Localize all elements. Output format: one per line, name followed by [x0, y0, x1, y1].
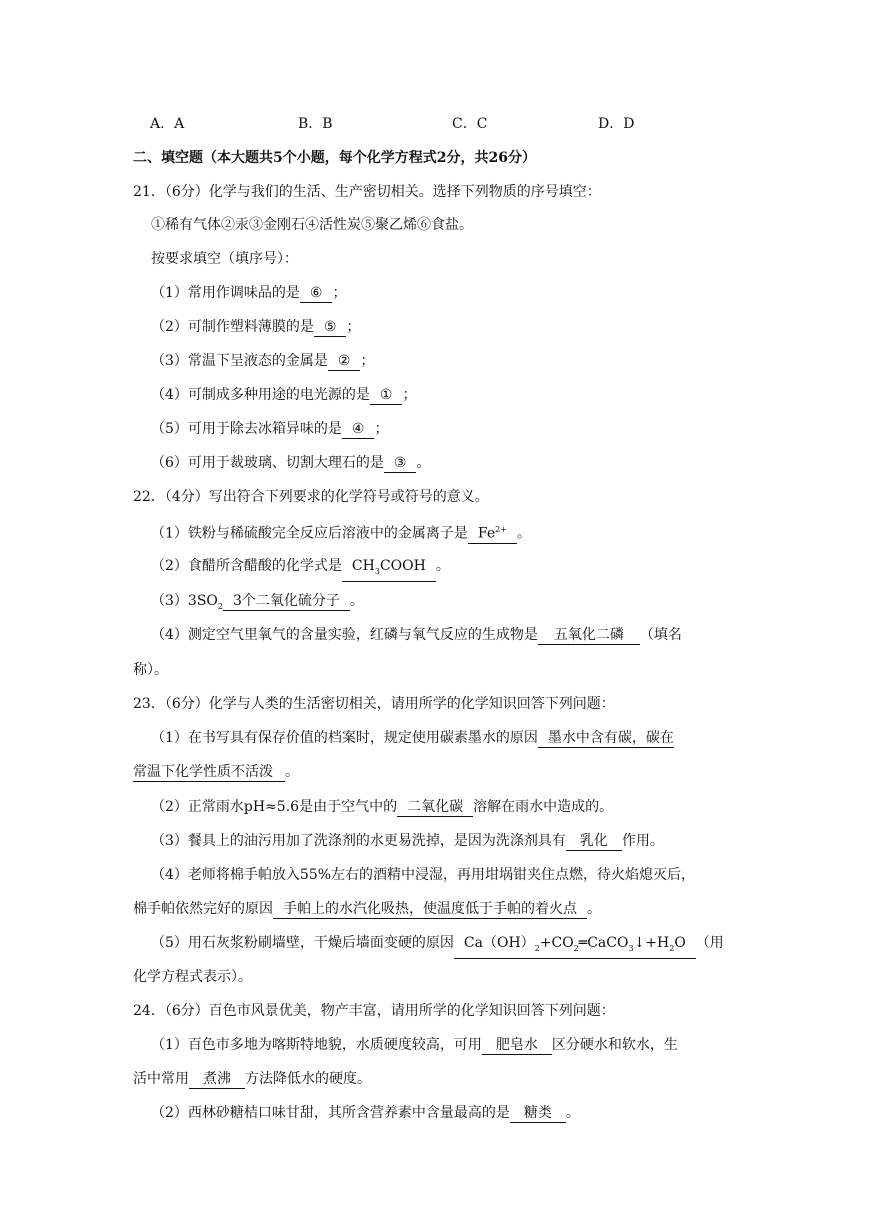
q21-item-2: （2）可制作塑料薄膜的是 ⑤ ； [151, 319, 361, 335]
answer-blank: ⑤ [314, 318, 347, 337]
q22-item-1: （1）铁粉与稀硫酸完全反应后溶液中的金属离子是 $Fe^{2+}$ 。 [151, 521, 531, 544]
q21-item-1: （1）常用作调味品的是 ⑥ ； [151, 285, 347, 301]
q21-item-4: （4）可制成多种用途的电光源的是 ① ； [151, 387, 417, 403]
option-a: A．A [150, 116, 185, 132]
q23-item-5-cont: 化学方程式表示）。 [133, 969, 252, 985]
answer-blank: ① [370, 386, 403, 405]
answer-blank: ⑥ [300, 284, 333, 303]
q24-item-1: （1）百色市多地为喀斯特地貌，水质硬度较高，可用 肥皂水 区分硬水和软水，生 [151, 1037, 678, 1053]
answer-blank: 手帕上的水汽化吸热，使温度低于手帕的着火点 [273, 900, 587, 919]
answer-blank: 常温下化学性质不活泼 [133, 763, 285, 782]
answer-blank: $CH_3COOH$ [342, 557, 436, 582]
answer-blank: 二氧化碳 [397, 798, 473, 817]
q22-item-2: （2）食醋所含醋酸的化学式是 $CH_3COOH$ 。 [151, 556, 450, 582]
answer-blank: ③ [384, 454, 417, 473]
q23-item-1: （1）在书写具有保存价值的档案时，规定使用碳素墨水的原因 墨水中含有碳，碳在 [151, 730, 674, 746]
q23-stem: 23．（6分）化学与人类的生活密切相关，请用所学的化学知识回答下列问题： [133, 696, 615, 712]
q24-item-1-cont: 活中常用 煮沸 方法降低水的硬度。 [133, 1071, 371, 1087]
q21-stem: 21．（6分）化学与我们的生活、生产密切相关。选择下列物质的序号填空： [133, 184, 601, 200]
answer-blank: $Fe^{2+}$ [468, 521, 517, 544]
q22-item-4: （4）测定空气里氧气的含量实验，红磷与氧气反应的生成物是 五氧化二磷 （填名 [151, 627, 682, 643]
answer-blank: ④ [342, 420, 375, 439]
q23-item-1-cont: 常温下化学性质不活泼 。 [133, 764, 299, 780]
option-d: D．D [598, 116, 635, 132]
q21-instruction: 按要求填空（填序号）： [151, 251, 298, 267]
q23-item-2: （2）正常雨水pH≈5.6是由于空气中的 二氧化碳 溶解在雨水中造成的。 [151, 799, 614, 815]
answer-blank: 3个二氧化硫分子 [223, 592, 350, 611]
q21-substances: ①稀有气体②汞③金刚石④活性炭⑤聚乙烯⑥食盐。 [151, 217, 473, 233]
q23-item-4: （4）老师将棉手帕放入55%左右的酒精中浸湿，再用坩埚钳夹住点燃，待火焰熄灭后， [151, 867, 696, 883]
q23-item-4-cont: 棉手帕依然完好的原因 手帕上的水汽化吸热，使温度低于手帕的着火点 。 [133, 901, 601, 917]
q21-item-6: （6）可用于裁玻璃、切割大理石的是 ③ 。 [151, 455, 431, 471]
option-c: C．C [452, 116, 488, 132]
q24-stem: 24．（6分）百色市风景优美，物产丰富，请用所学的化学知识回答下列问题： [133, 1003, 615, 1019]
q24-item-2: （2）西林砂糖桔口味甘甜，其所含营养素中含量最高的是 糖类 。 [151, 1105, 580, 1121]
q23-item-5: （5）用石灰浆粉刷墙壁，干燥后墙面变硬的原因 $Ca(OH)_2+CO_2═CaCO_3↓+H_2O$ （用 [151, 933, 724, 959]
q21-item-3: （3）常温下呈液态的金属是 ② ； [151, 353, 375, 369]
q22-item-4-cont: 称）。 [133, 662, 168, 678]
section-title: 二、填空题（本大题共5个小题，每个化学方程式2分，共26分） [133, 150, 536, 166]
answer-blank: 肥皂水 [482, 1036, 552, 1055]
answer-blank: 煮沸 [189, 1070, 245, 1089]
q21-item-5: （5）可用于除去冰箱异味的是 ④ ； [151, 421, 389, 437]
answer-blank: ② [328, 352, 361, 371]
q22-item-3: $(3)3SO_2$ 3个二氧化硫分子 。 [151, 593, 364, 611]
answer-blank: 乳化 [566, 832, 622, 851]
q23-item-3: （3）餐具上的油污用加了洗涤剂的水更易洗掉，是因为洗涤剂具有 乳化 作用。 [151, 833, 664, 849]
option-b: B．B [298, 116, 333, 132]
answer-blank: 墨水中含有碳，碳在 [538, 729, 674, 748]
q22-stem: 22．（4分）写出符合下列要求的化学符号或符号的意义。 [133, 489, 489, 505]
answer-blank: $Ca(OH)_2+CO_2═CaCO_3↓+H_2O$ [454, 934, 696, 959]
answer-blank: 糖类 [510, 1104, 566, 1123]
answer-blank: 五氧化二磷 [538, 626, 640, 645]
